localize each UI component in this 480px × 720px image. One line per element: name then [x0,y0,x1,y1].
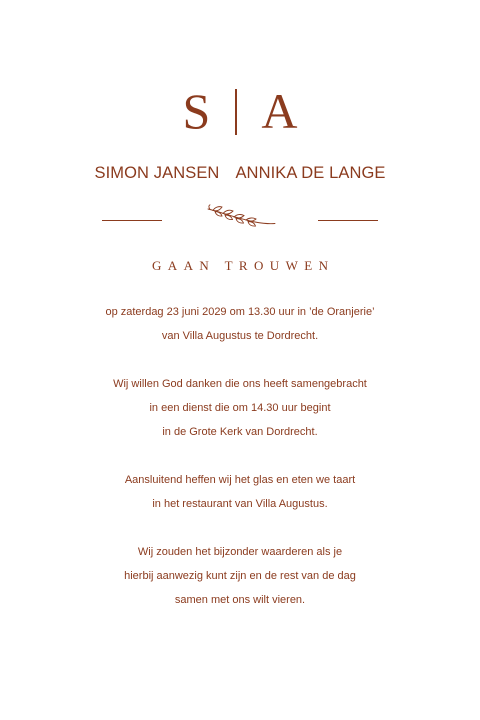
paragraph-invitation-request [0,540,480,612]
text-line: in het restaurant van Villa Augustus. [152,498,328,510]
text-line: van Villa Augustus te Dordrecht. [161,330,319,342]
text-line: samen met ons wilt vieren. [174,594,306,606]
paragraph-ceremony-location [0,300,480,348]
text-line: in de Grote Kerk van Dordrecht. [162,426,318,438]
monogram-initial-right: A [261,83,298,139]
monogram-divider-bar [235,89,237,135]
monogram-initial-left: S [182,83,211,139]
text-line: in een dienst die om 14.30 uur begint [149,402,331,414]
leaf-branch-icon [205,204,277,232]
partner-2-name: ANNIKA DE LANGE [235,164,386,182]
paragraph-church-service [0,372,480,444]
text-line: Wij zouden het bijzonder waarderen als je [137,546,343,558]
announcement-heading: GAAN TROUWEN [152,258,335,273]
partner-1-name: SIMON JANSEN [94,164,220,182]
text-line: Wij willen God danken die ons heeft samengebracht [113,378,367,390]
couple-names [0,162,480,184]
monogram [0,84,480,138]
text-line: hierbij aanwezig kunt zijn en de rest van de dag [124,570,356,582]
paragraph-reception [0,468,480,516]
text-line: Aansluitend heffen wij het glas en eten we taart [124,474,356,486]
divider-line-right [318,220,378,221]
invitation-body [0,300,480,636]
divider-line-left [102,220,162,221]
text-line: op zaterdag 23 juni 2029 om 13.30 uur in ’de Oranjerie’ [105,306,375,318]
